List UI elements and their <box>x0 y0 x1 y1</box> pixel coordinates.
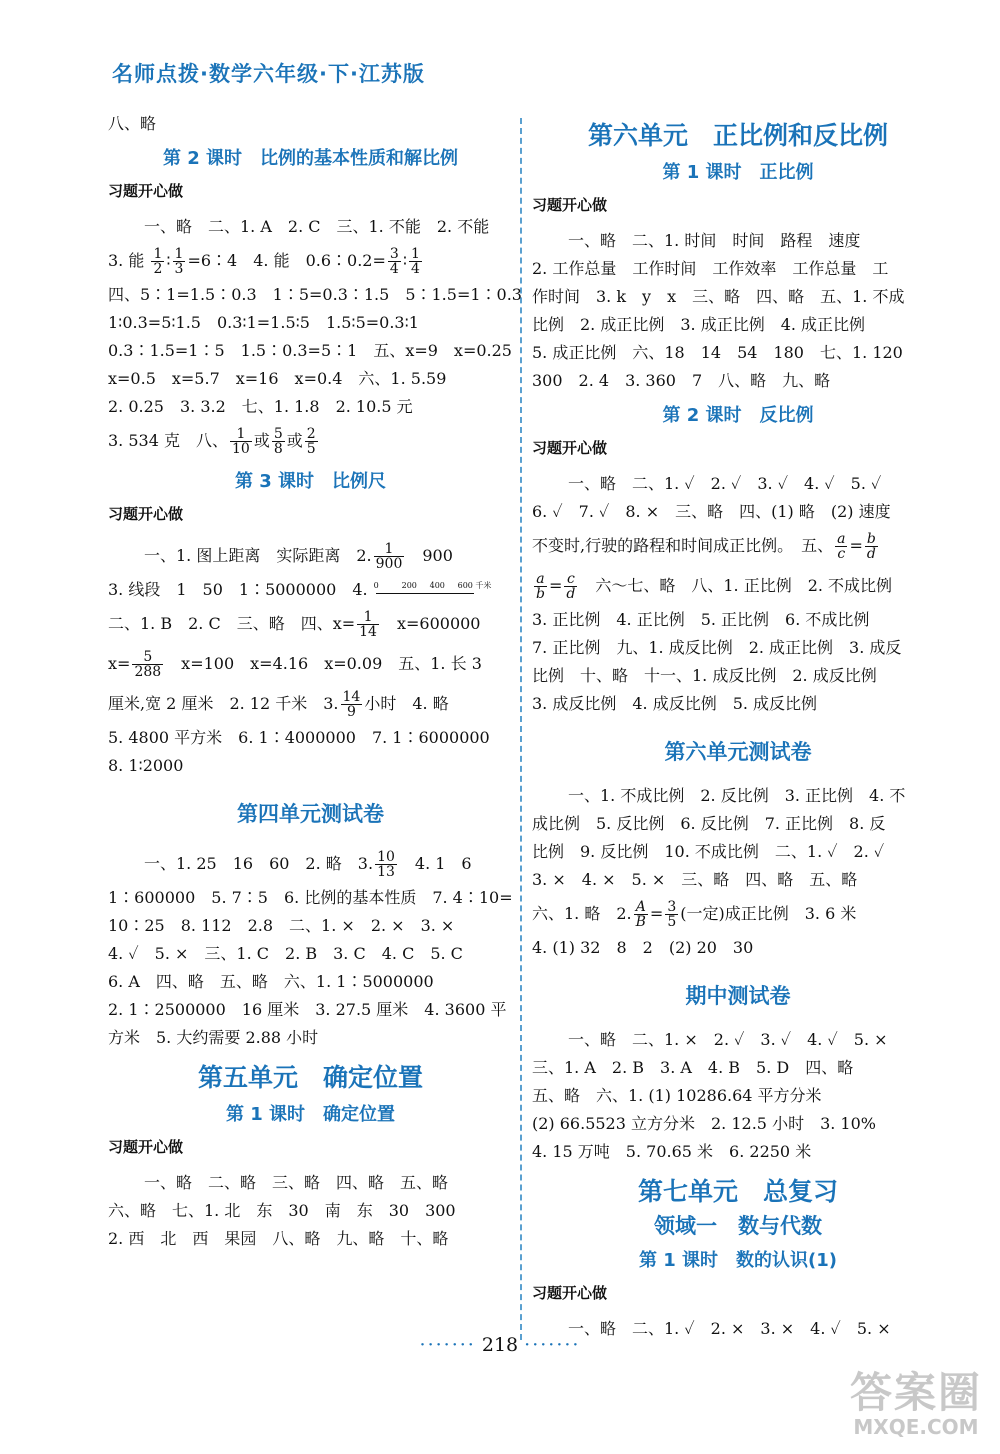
answer-line: 4. (1) 32 8 2 (2) 20 30 <box>532 938 754 957</box>
answer-line: 10∶25 8. 112 2.8 二、1. × 2. × 3. × <box>108 916 455 935</box>
fraction: $\frac{1}{2}$ <box>153 246 163 277</box>
answer-line: 方米 5. 大约需要 2.88 小时 <box>108 1028 319 1047</box>
fraction: $\frac{1}{14}$ <box>359 609 377 640</box>
answer-line: 2. 西 北 西 果园 八、略 九、略 十、略 <box>108 1229 449 1248</box>
lesson-heading: 第 2 课时 比例的基本性质和解比例 <box>162 148 459 169</box>
practice-label: 习题开心做 <box>532 1284 608 1302</box>
answer-line: 5. 成正比例 六、18 14 54 180 七、1. 120 <box>532 343 903 362</box>
answer-line: 比例 9. 反比例 10. 不成比例 二、1. ✓ 2. ✓ <box>532 842 885 861</box>
fraction: $\frac{c}{d}$ <box>566 571 576 602</box>
answer-line: x= $\frac{5}{288}$ x=100 x=4.16 x=0.09 五、1. 长 3 <box>108 649 482 680</box>
fraction: $\frac{5}{8}$ <box>273 426 283 457</box>
answer-line: 一、1. 不成比例 2. 反比例 3. 正比例 4. 不 <box>568 786 906 805</box>
answer-line: 7. 正比例 九、1. 成反比例 2. 成正比例 3. 成反 <box>532 638 902 657</box>
answer-line: 0.3∶1.5=1∶5 1.5∶0.3=5∶1 五、x=9 x=0.25 <box>108 341 512 360</box>
answer-line: 比例 十、略 十一、1. 成反比例 2. 成反比例 <box>532 666 877 685</box>
unit-heading: 第七单元 总复习 <box>637 1177 838 1206</box>
answer-line: 4. 15 万吨 5. 70.65 米 6. 2250 米 <box>532 1142 812 1161</box>
answer-line: 6. ✓ 7. ✓ 8. × 三、略 四、(1) 略 (2) 速度 <box>532 502 891 521</box>
answer-line: 一、1. 图上距离 实际距离 2. $\frac{1}{900}$ 900 <box>144 541 453 572</box>
fraction: $\frac{2}{5}$ <box>306 426 316 457</box>
practice-label: 习题开心做 <box>532 439 608 457</box>
fraction: $\frac{1}{3}$ <box>174 246 184 277</box>
practice-label: 习题开心做 <box>108 1138 184 1156</box>
test-heading: 第六单元测试卷 <box>664 740 812 764</box>
answer-line: 一、略 二、1. A 2. C 三、1. 不能 2. 不能 <box>144 217 490 236</box>
answer-line: 四、5∶1=1.5∶0.3 1∶5=0.3∶1.5 5∶1.5=1∶0.3 <box>108 285 522 304</box>
left-column <box>108 110 522 1253</box>
answer-line: 1∶600000 5. 7∶5 6. 比例的基本性质 7. 4∶10= <box>108 888 513 907</box>
answer-line: 六、略 七、1. 北 东 30 南 东 30 300 <box>108 1201 456 1220</box>
answer-line: 3. 成反比例 4. 成反比例 5. 成反比例 <box>532 694 818 713</box>
fraction: $\frac{14}{9}$ <box>342 689 361 720</box>
answer-line: 2. 1∶2500000 16 厘米 3. 27.5 厘米 4. 3600 平 <box>108 1000 507 1019</box>
answer-line: 3. 线段 1 50 1∶5000000 4. 0 200 400 600 千米 <box>108 576 513 604</box>
answer-line: 比例 2. 成正比例 3. 成正比例 4. 成正比例 <box>532 315 866 334</box>
fraction: $\frac{b}{d}$ <box>866 531 876 562</box>
page-footer <box>0 1334 1000 1356</box>
answer-line: 一、略 二、1. ✓ 2. × 3. × 4. ✓ 5. × <box>568 1319 891 1338</box>
answer-line: 作时间 3. k y x 三、略 四、略 五、1. 不成 <box>532 287 905 306</box>
answer-line: 6. A 四、略 五、略 六、1. 1∶5000000 <box>108 972 434 991</box>
answer-line: 3. 534 克 八、 $\frac{1}{10}$ 或 $\frac{5}{8}$ 或 $\frac{2}{5}$ <box>108 426 316 457</box>
unit-heading: 第五单元 确定位置 <box>197 1063 423 1092</box>
practice-label: 习题开心做 <box>108 182 184 200</box>
footer-dots: ······· <box>524 1334 581 1356</box>
lesson-heading: 第 1 课时 正比例 <box>662 162 814 183</box>
lesson-heading: 第 1 课时 数的认识(1) <box>638 1250 838 1271</box>
answer-line: 5. 4800 平方米 6. 1∶4000000 7. 1∶6000000 <box>108 728 490 747</box>
lesson-heading: 第 3 课时 比例尺 <box>234 471 387 492</box>
fraction: $\frac{3}{5}$ <box>667 899 677 930</box>
answer-line: 2. 0.25 3. 3.2 七、1. 1.8 2. 10.5 元 <box>108 397 413 416</box>
fraction: $\frac{A}{B}$ <box>635 899 646 930</box>
answer-line: 一、略 二、1. × 2. ✓ 3. ✓ 4. ✓ 5. × <box>568 1030 888 1049</box>
answer-line: 二、1. B 2. C 三、略 四、x= $\frac{1}{14}$ x=600000 <box>108 609 481 640</box>
answer-line: 8. 1∶2000 <box>108 756 184 775</box>
answer-line: 一、略 二、略 三、略 四、略 五、略 <box>144 1173 449 1192</box>
answer-line: 3. 正比例 4. 正比例 5. 正比例 6. 不成比例 <box>532 610 870 629</box>
answer-line: 成比例 5. 反比例 6. 反比例 7. 正比例 8. 反 <box>532 814 886 833</box>
watermark-logo: 答案圈 MXQE.COM <box>849 1368 982 1439</box>
book-header-title: 名师点拨·数学六年级·下·江苏版 <box>112 62 425 86</box>
answer-line: 一、略 二、1. ✓ 2. ✓ 3. ✓ 4. ✓ 5. ✓ <box>568 474 882 493</box>
unit-heading: 第六单元 正比例和反比例 <box>587 121 888 150</box>
practice-label: 习题开心做 <box>108 505 184 523</box>
fraction: $\frac{a}{c}$ <box>837 531 846 562</box>
answer-line: (2) 66.5523 立方分米 2. 12.5 小时 3. 10% <box>532 1114 876 1133</box>
answer-line: 1∶0.3=5∶1.5 0.3∶1=1.5∶5 1.5∶5=0.3∶1 <box>108 313 419 332</box>
answer-line: 不变时,行驶的路程和时间成正比例。 五、 $\frac{a}{c}$ = $\frac{b}{d}$ <box>532 531 876 562</box>
fraction: $\frac{3}{4}$ <box>389 246 399 277</box>
lesson-heading: 第 2 课时 反比例 <box>662 405 814 426</box>
answer-line: 六、1. 略 2. $\frac{A}{B}$ = $\frac{3}{5}$ (一定)成正比例 3. 6 米 <box>532 899 857 930</box>
answer-line: 300 2. 4 3. 360 7 八、略 九、略 <box>532 371 831 390</box>
scale-bar: 0 200 400 600 千米 <box>372 581 500 601</box>
answer-line: 4. ✓ 5. × 三、1. C 2. B 3. C 4. C 5. C <box>108 944 463 963</box>
fraction: $\frac{10}{13}$ <box>377 849 395 880</box>
answer-line: 厘米,宽 2 厘米 2. 12 千米 3. $\frac{14}{9}$ 小时 4. 略 <box>108 689 449 720</box>
fraction: $\frac{1}{4}$ <box>410 246 420 277</box>
answer-line: 五、略 六、1. (1) 10286.64 平方分米 <box>532 1086 822 1105</box>
right-column <box>532 110 944 1343</box>
fraction: $\frac{5}{288}$ <box>134 649 162 680</box>
answer-line: 3. 能 $\frac{1}{2}$ ∶ $\frac{1}{3}$ =6∶4 4. 能 0.6∶0.2= $\frac{3}{4}$ ∶ $\frac{1}{4}$ <box>108 246 420 277</box>
domain-heading: 领域一 数与代数 <box>654 1214 822 1238</box>
answer-line: 3. × 4. × 5. × 三、略 四、略 五、略 <box>532 870 858 889</box>
test-heading: 第四单元测试卷 <box>237 802 384 826</box>
answer-line: 八、略 <box>108 114 157 133</box>
answer-line: $\frac{a}{b}$ = $\frac{c}{d}$ 六～七、略 八、1. 正比例 2. 不成比例 <box>536 571 893 602</box>
answer-line: 一、略 二、1. 时间 时间 路程 速度 <box>568 231 861 250</box>
test-heading: 期中测试卷 <box>685 984 791 1008</box>
fraction: $\frac{1}{10}$ <box>231 426 250 457</box>
answer-line: 一、1. 25 16 60 2. 略 3. $\frac{10}{13}$ 4. 1 6 <box>144 849 472 880</box>
footer-dots: ······· <box>419 1334 476 1356</box>
page-number: 218 <box>481 1334 519 1356</box>
answer-line: 2. 工作总量 工作时间 工作效率 工作总量 工 <box>532 259 889 278</box>
fraction: $\frac{a}{b}$ <box>536 571 545 602</box>
practice-label: 习题开心做 <box>532 196 608 214</box>
answer-line: x=0.5 x=5.7 x=16 x=0.4 六、1. 5.59 <box>108 369 447 388</box>
fraction: $\frac{1}{900}$ <box>375 541 403 572</box>
answer-line: 三、1. A 2. B 3. A 4. B 5. D 四、略 <box>532 1058 854 1077</box>
lesson-heading: 第 1 课时 确定位置 <box>225 1104 396 1125</box>
